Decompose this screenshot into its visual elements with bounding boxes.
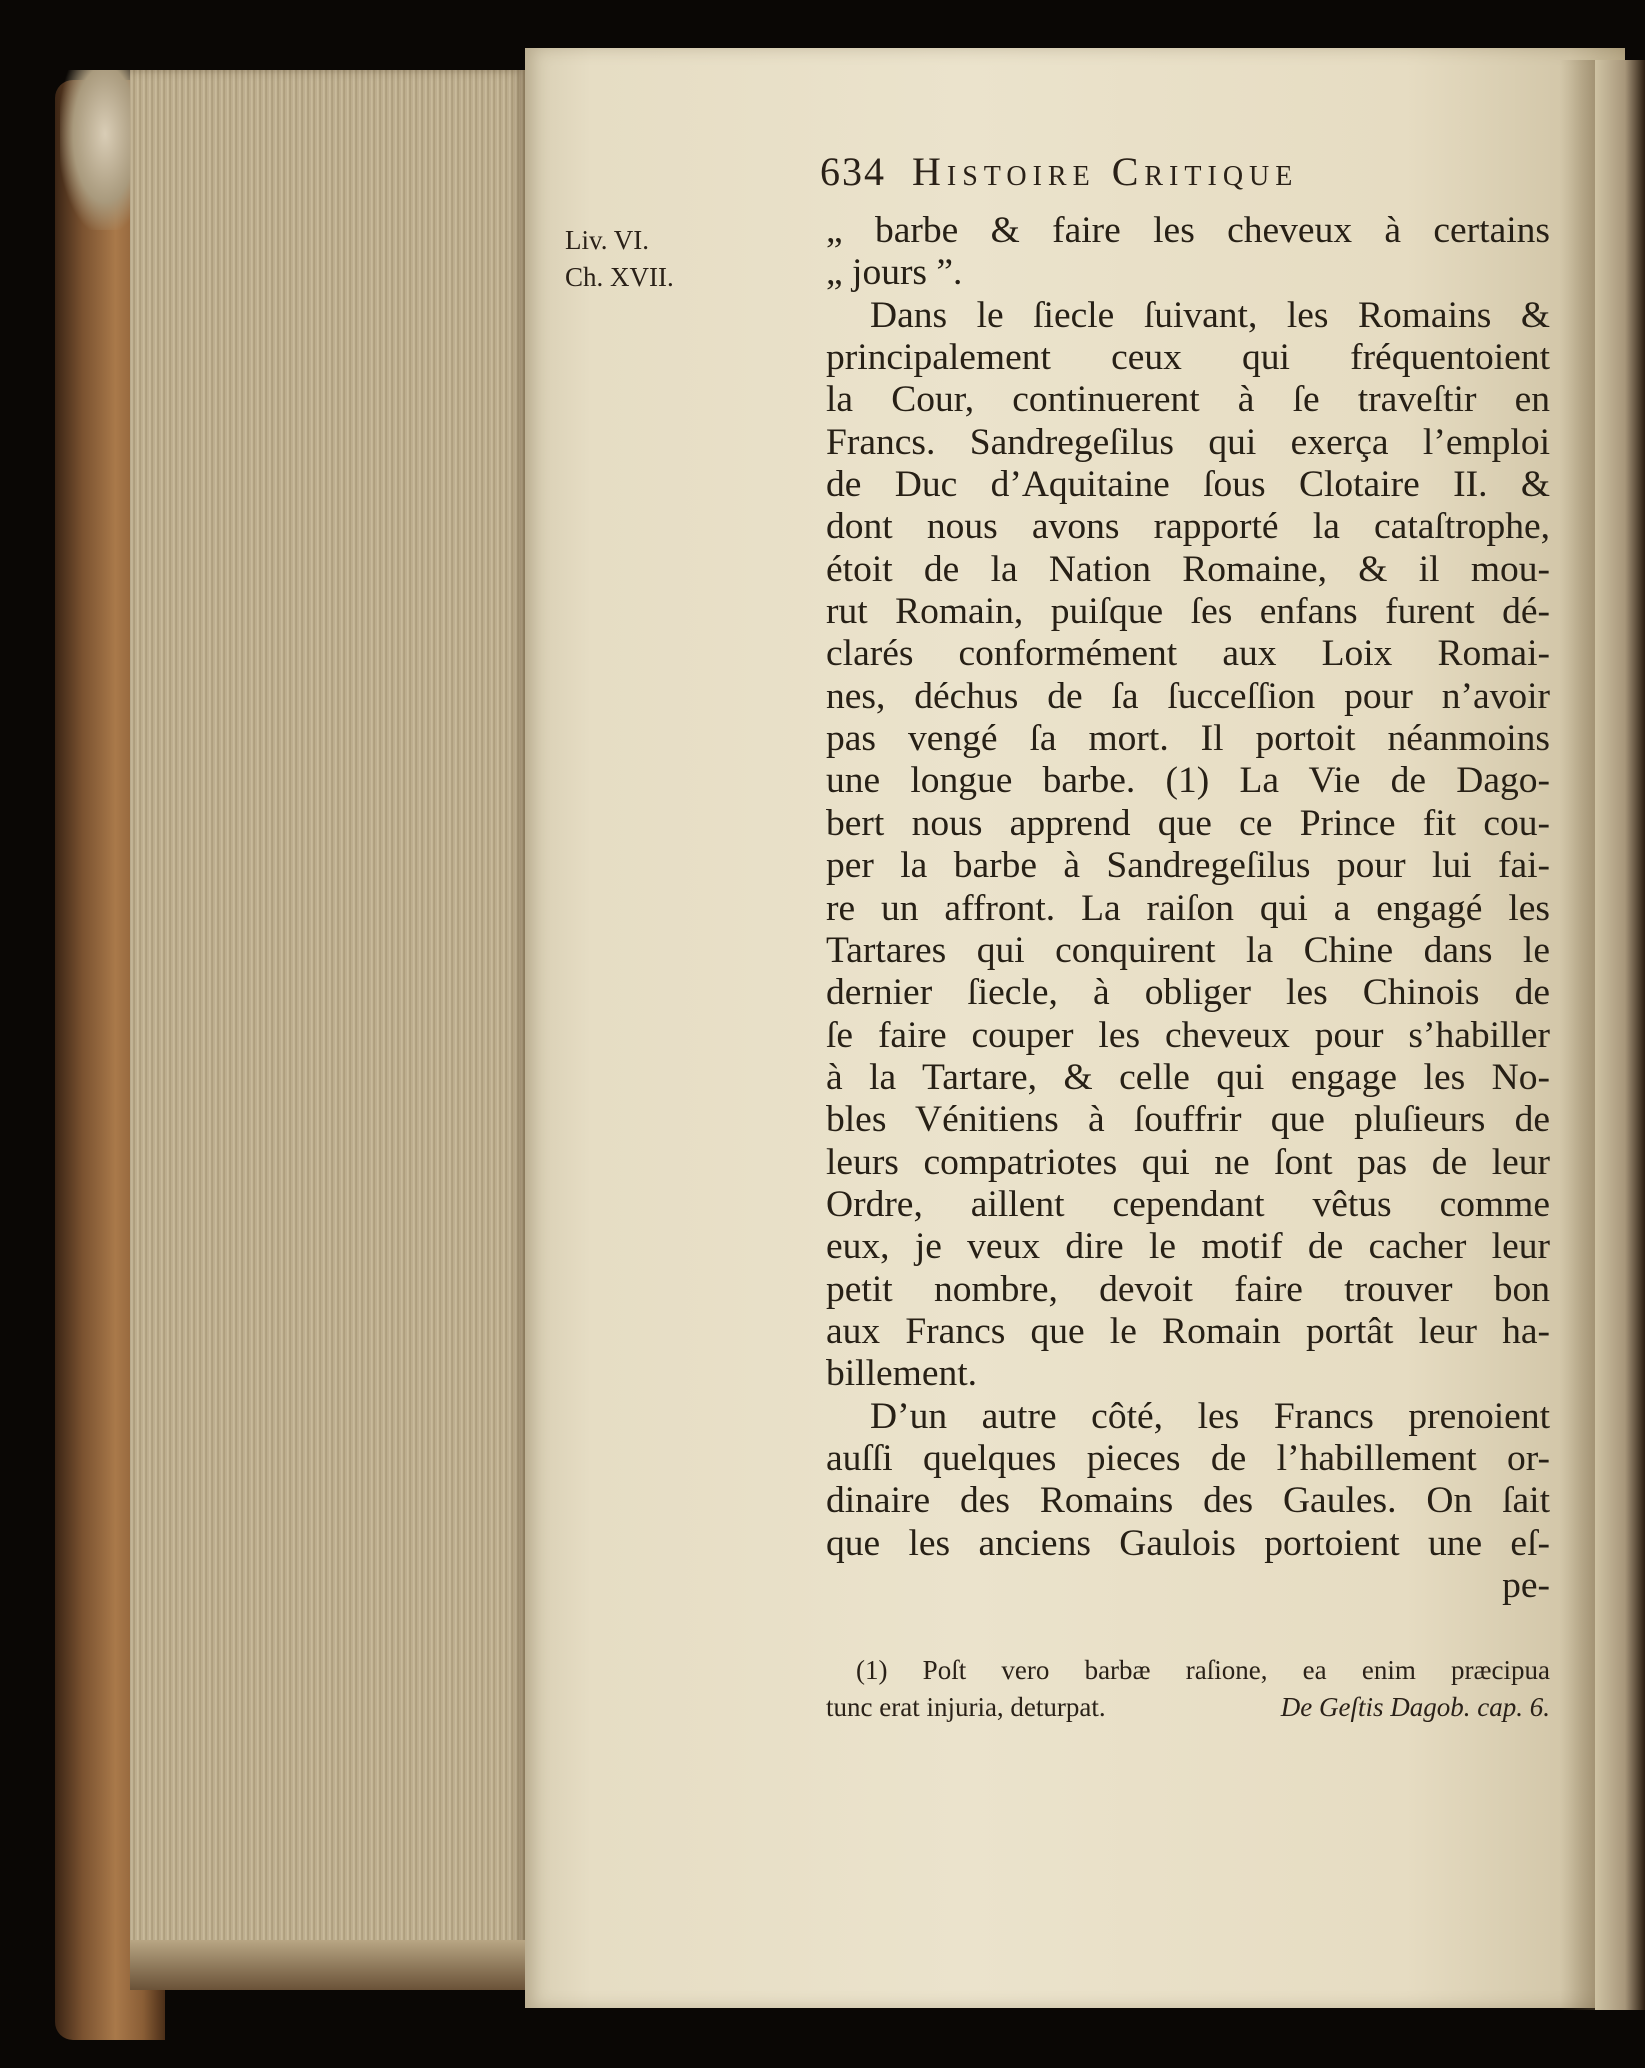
text-line: une longue barbe. (1) La Vie de Dago- [826, 760, 1550, 802]
footnote [826, 1652, 1550, 1726]
text-line: Dans le ſiecle ſuivant, les Romains & [870, 294, 1550, 336]
footnote-reference: De Geſtis Dagob. cap. 6. [1280, 1692, 1550, 1722]
footnote-text: tunc erat injuria, deturpat. [826, 1692, 1106, 1722]
text-line: auſſi quelques pieces de l’habillement or- [826, 1437, 1550, 1479]
margin-note-chapter: Ch. XVII. [565, 262, 674, 292]
page-gutter-shadow [1560, 60, 1600, 2010]
text-line: Tartares qui conquirent la Chine dans le [826, 929, 1550, 971]
text-line: ſe faire couper les cheveux pour s’habiller [826, 1014, 1550, 1056]
text-line: à la Tartare, & celle qui engage les No- [826, 1056, 1550, 1098]
running-head [820, 148, 1298, 195]
page-number: 634 [820, 149, 886, 194]
text-line: „ jours ”. [826, 252, 963, 294]
text-line: petit nombre, devoit faire trouver bon [826, 1268, 1550, 1310]
text-line: principalement ceux qui fréquentoient [826, 337, 1550, 379]
text-line: eux, je veux dire le motif de cacher leur [826, 1226, 1550, 1268]
text-line: re un affront. La raiſon qui a engagé les [826, 887, 1550, 929]
text-line: dernier ſiecle, à obliger les Chinois de [826, 972, 1550, 1014]
text-line: dinaire des Romains des Gaules. On ſait [826, 1480, 1550, 1522]
text-line: rut Romain, puiſque ſes enfans furent dé- [826, 591, 1550, 633]
footnote-line [826, 1689, 1550, 1726]
catchword: pe- [1502, 1565, 1550, 1606]
text-line: leurs compatriotes qui ne ſont pas de leur [826, 1141, 1550, 1183]
text-line: Francs. Sandregeſilus qui exerça l’emploi [826, 421, 1550, 463]
footnote-line: (1) Poſt vero barbæ raſione, ea enim præcipua [856, 1655, 1550, 1685]
text-line: bles Vénitiens à ſouffrir que pluſieurs de [826, 1099, 1550, 1141]
text-line: clarés conformément aux Loix Romai- [826, 633, 1550, 675]
text-line: étoit de la Nation Romaine, & il mou- [826, 548, 1550, 590]
text-line: nes, déchus de ſa ſucceſſion pour n’avoir [826, 675, 1550, 717]
page-edges-bottom [130, 1940, 530, 1990]
text-line: la Cour, continuerent à ſe traveſtir en [826, 379, 1550, 421]
running-title: Histoire Critique [912, 149, 1299, 194]
text-line: de Duc d’Aquitaine ſous Clotaire II. & [826, 464, 1550, 506]
text-line: per la barbe à Sandregeſilus pour lui fai- [826, 845, 1550, 887]
text-line: aux Francs que le Romain portât leur ha- [826, 1310, 1550, 1352]
margin-note [565, 222, 825, 296]
text-line: billement. [826, 1353, 978, 1395]
page-edges [130, 70, 525, 1960]
text-line: pas vengé ſa mort. Il portoit néanmoins [826, 718, 1550, 760]
facing-page-edge [1595, 60, 1645, 2010]
text-line: „ barbe & faire les cheveux à certains [826, 210, 1550, 251]
text-line: dont nous avons rapporté la cataſtrophe, [826, 506, 1550, 548]
text-line: que les anciens Gaulois portoient une eſ- [826, 1522, 1550, 1564]
text-line: Ordre, aillent cependant vêtus comme [826, 1183, 1550, 1225]
text-line: D’un autre côté, les Francs prenoient [870, 1395, 1550, 1437]
margin-note-book: Liv. VI. [565, 225, 649, 255]
text-line: bert nous apprend que ce Prince fit cou- [826, 802, 1550, 844]
body-text [826, 210, 1550, 1607]
